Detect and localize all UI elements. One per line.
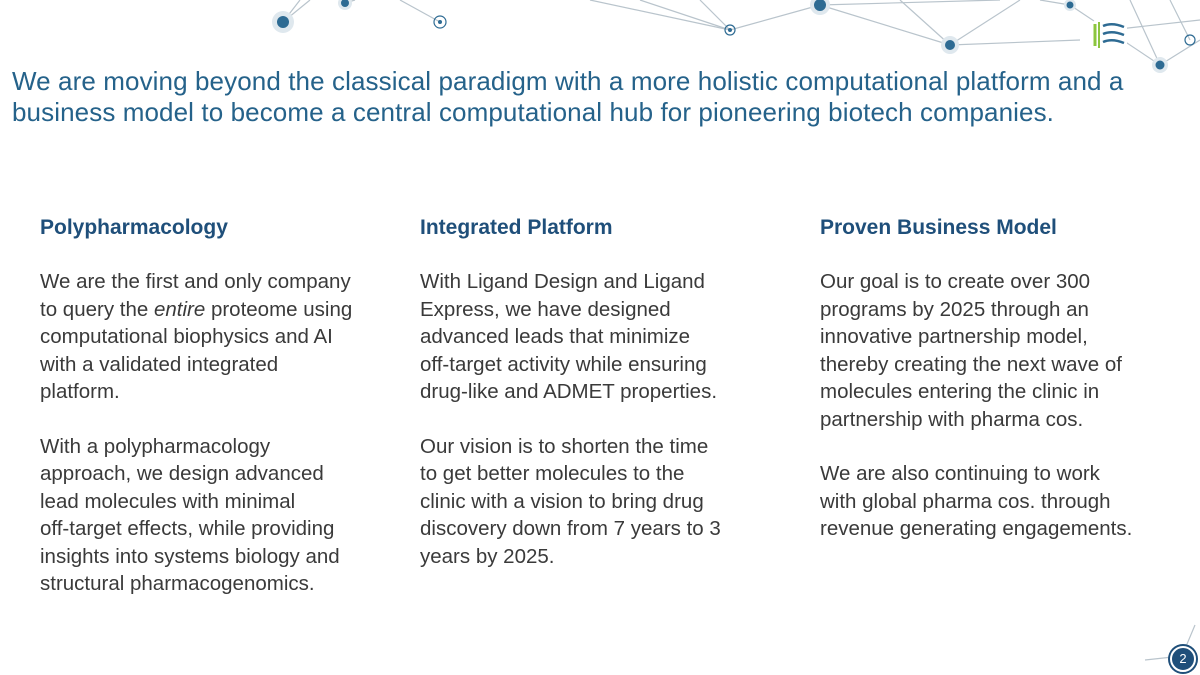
column-paragraph <box>820 460 1180 543</box>
text-line: We are the first and only company <box>40 270 351 293</box>
text-line: off-target activity while ensuring <box>420 352 707 376</box>
column-polypharmacology <box>40 214 400 625</box>
column-paragraph <box>820 268 1180 433</box>
text-line: with a validated integrated <box>40 352 279 376</box>
text-line: drug-like and ADMET properties. <box>420 380 718 403</box>
text-line: With a polypharmacology <box>40 434 271 458</box>
text-line: revenue generating engagements. <box>820 517 1133 540</box>
page-number-badge: 2 <box>1170 646 1196 672</box>
headline <box>12 66 1172 128</box>
text-line: Our vision is to shorten the time <box>420 434 709 458</box>
text-line: With Ligand Design and Ligand <box>420 270 705 293</box>
text-line: Express, we have designed <box>420 297 671 321</box>
text-line: innovative partnership model, <box>820 325 1088 348</box>
text-line: partnership with pharma cos. <box>820 407 1084 431</box>
column-paragraph <box>40 268 400 406</box>
text-line: to get better molecules to the <box>420 462 685 485</box>
column-paragraph <box>420 268 780 406</box>
text-line: approach, we design advanced <box>40 462 324 485</box>
column-heading: Polypharmacology <box>40 216 228 239</box>
column-paragraph <box>40 433 400 598</box>
column-integrated-platform <box>420 214 780 597</box>
text-line: years by 2025. <box>420 544 555 568</box>
text-line: platform. <box>40 380 120 403</box>
text-line: insights into systems biology and <box>40 544 340 568</box>
company-logo-icon <box>1093 20 1127 50</box>
text-line: with global pharma cos. through <box>820 489 1111 513</box>
text-line: programs by 2025 through an <box>820 297 1089 321</box>
text-line: off-target effects, while providing <box>40 517 335 540</box>
column-proven-business-model <box>820 214 1180 570</box>
column-heading: Integrated Platform <box>420 216 613 239</box>
text-line: advanced leads that minimize <box>420 325 691 348</box>
text-line: discovery down from 7 years to 3 <box>420 517 721 540</box>
headline-line-1: We are moving beyond the classical paradigm with a more holistic computational platform and a <box>12 66 1124 96</box>
headline-line-2: business model to become a central computational hub for pioneering biotech companies. <box>12 97 1054 127</box>
text-line: computational biophysics and AI <box>40 325 333 348</box>
emphasis-text: entire <box>153 297 206 321</box>
text-line <box>40 296 400 324</box>
text-line: clinic with a vision to bring drug <box>420 489 704 513</box>
text-line: structural pharmacogenomics. <box>40 572 315 595</box>
text-fragment: to query the <box>40 297 154 321</box>
text-line: lead molecules with minimal <box>40 489 296 513</box>
column-paragraph <box>420 433 780 571</box>
column-heading: Proven Business Model <box>820 216 1057 239</box>
text-line: We are also continuing to work <box>820 462 1100 485</box>
text-fragment: proteome using <box>205 297 353 321</box>
text-line: molecules entering the clinic in <box>820 380 1100 403</box>
text-line: Our goal is to create over 300 <box>820 270 1091 293</box>
text-line: thereby creating the next wave of <box>820 352 1122 376</box>
